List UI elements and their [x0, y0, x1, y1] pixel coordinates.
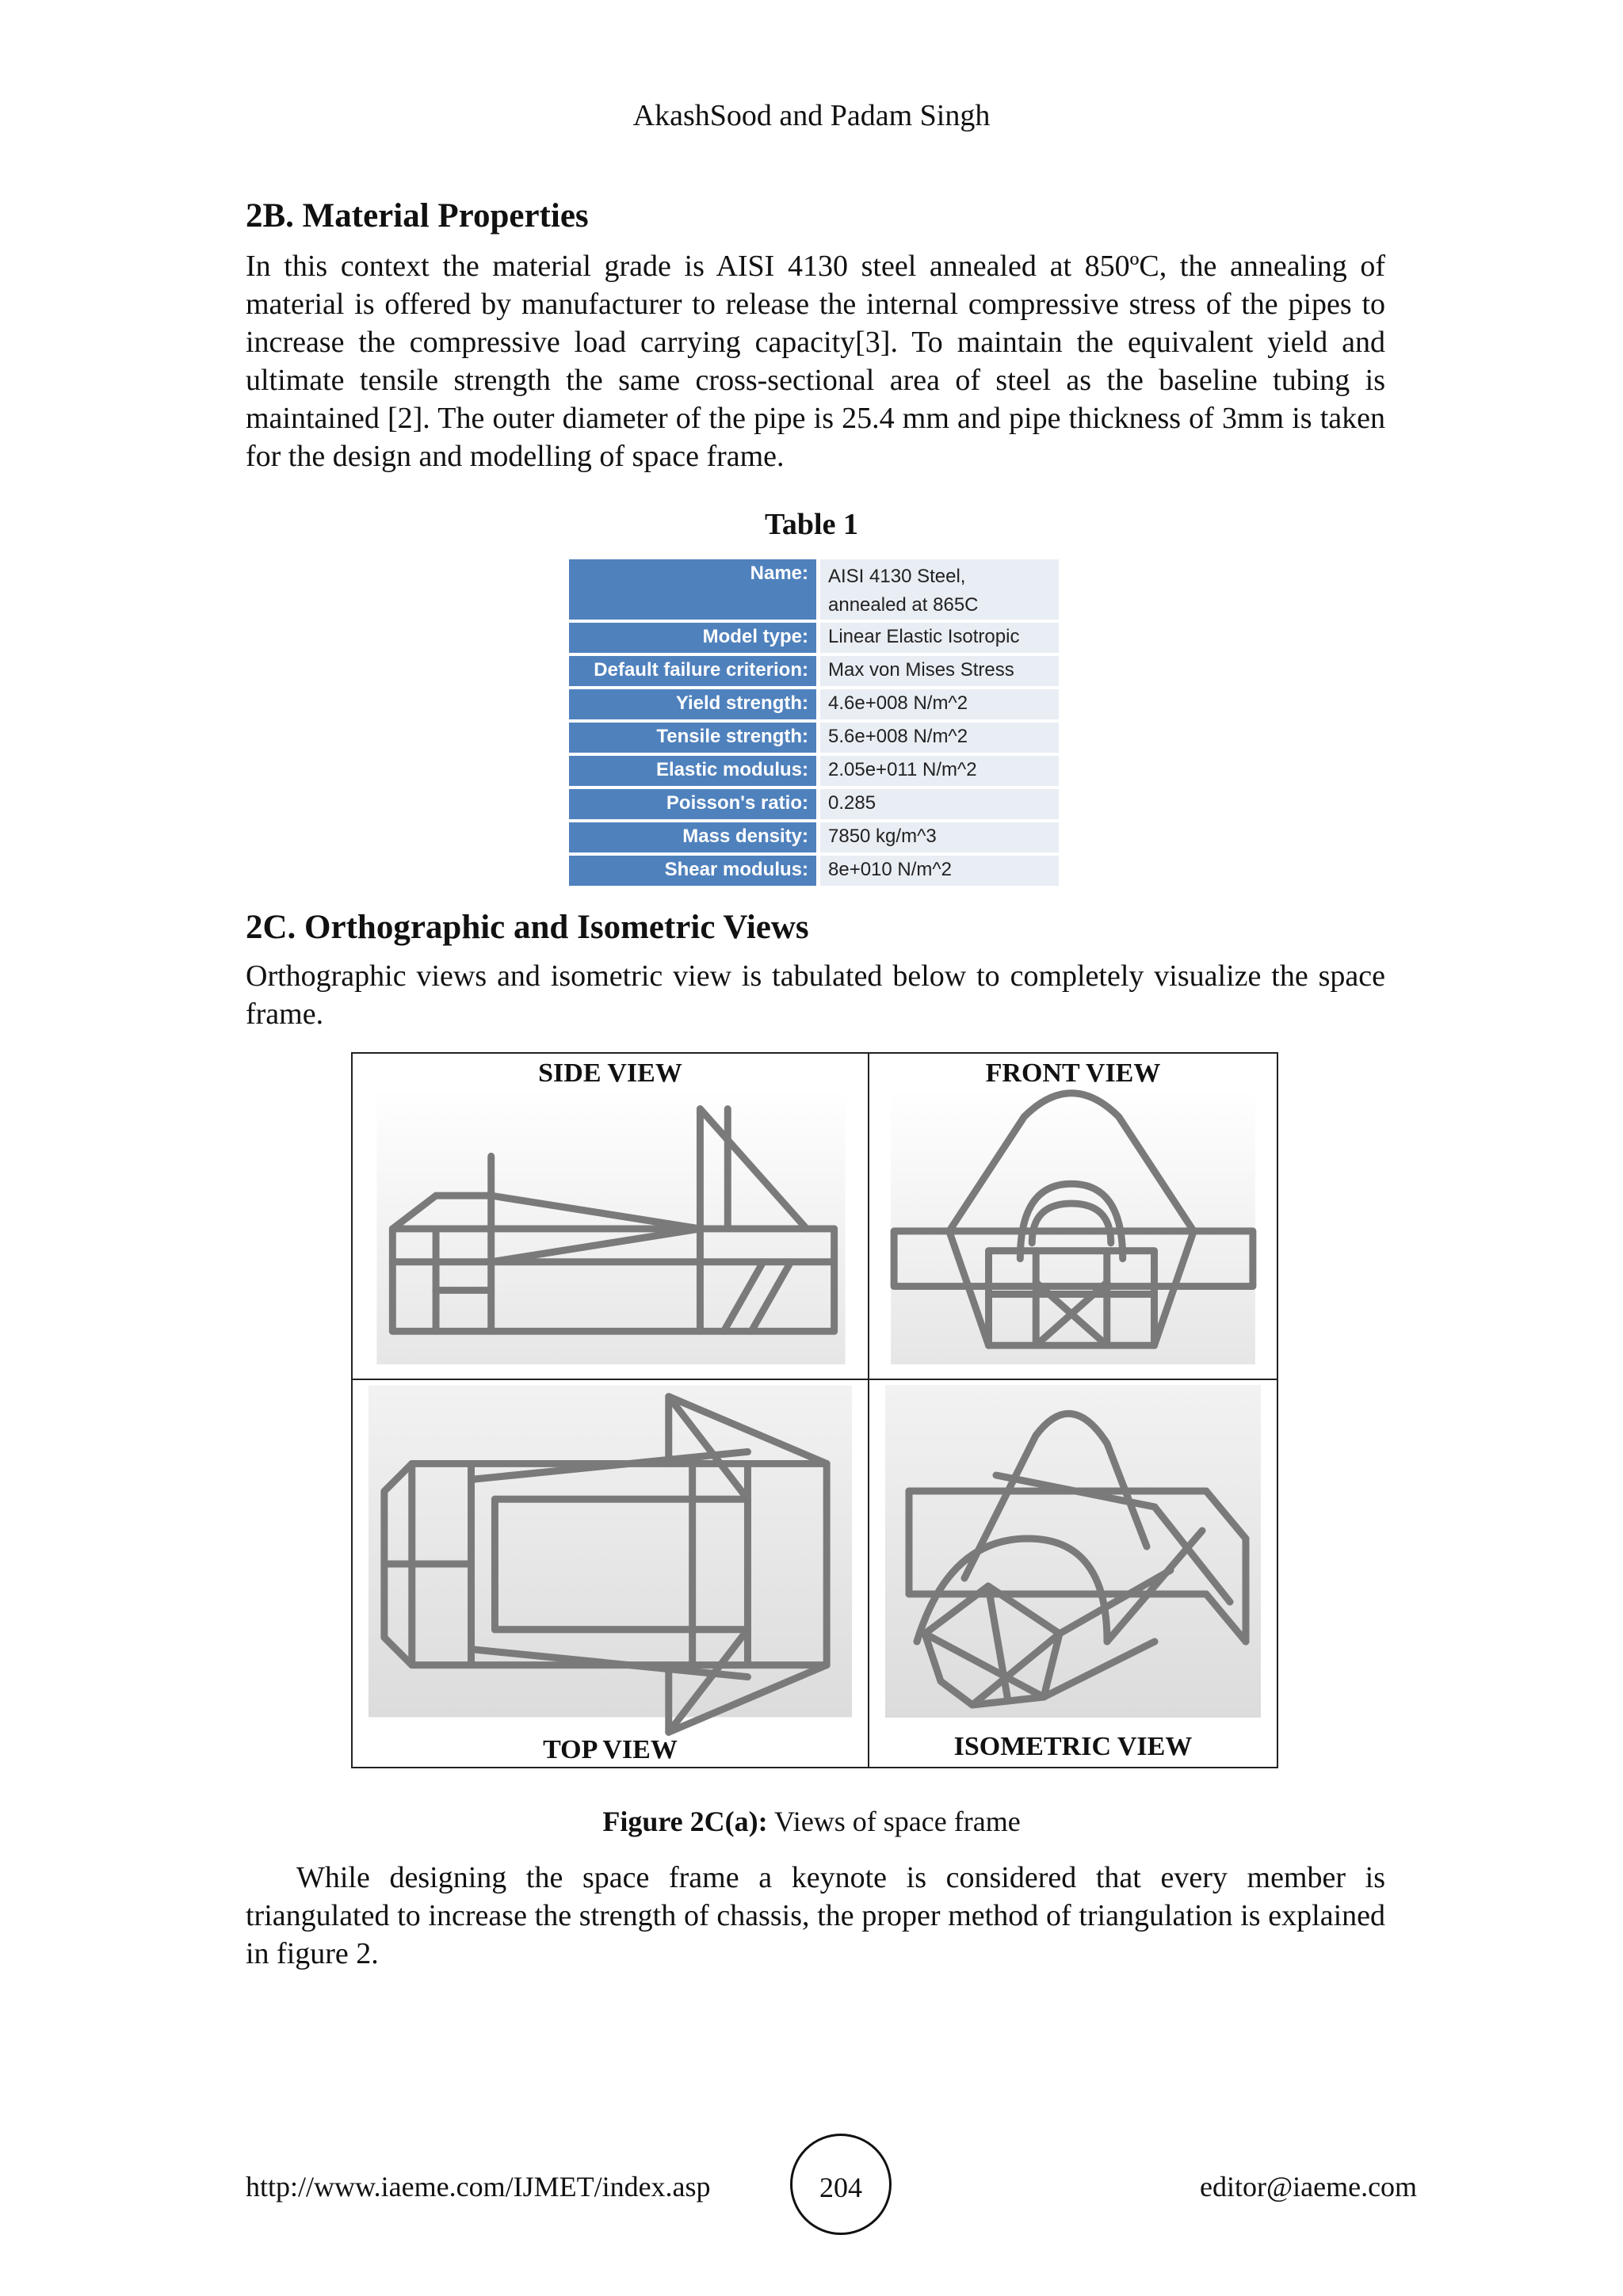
property-key: Elastic modulus: — [569, 756, 820, 789]
isometric-view-drawing — [869, 1380, 1277, 1767]
property-key: Yield strength: — [569, 689, 820, 723]
top-view-panel — [353, 1380, 869, 1767]
page-number: 204 — [790, 2134, 892, 2235]
property-key: Default failure criterion: — [569, 656, 820, 689]
property-key: Name: — [569, 559, 820, 623]
property-value: 5.6e+008 N/m^2 — [820, 723, 1059, 756]
side-view-panel — [353, 1054, 869, 1380]
table-row — [569, 689, 1059, 723]
top-view-drawing — [353, 1380, 868, 1767]
front-view-panel — [869, 1054, 1277, 1380]
section-heading-views: 2C. Orthographic and Isometric Views — [246, 909, 809, 946]
property-key: Mass density: — [569, 822, 820, 856]
figure-caption-label: Figure 2C(a): — [602, 1806, 768, 1837]
table-row — [569, 789, 1059, 822]
isometric-view-panel — [869, 1380, 1277, 1767]
side-view-drawing — [353, 1054, 868, 1379]
property-key: Shear modulus: — [569, 856, 820, 889]
property-value: 2.05e+011 N/m^2 — [820, 756, 1059, 789]
footer-email-link[interactable]: editor@iaeme.com — [1200, 2171, 1418, 2203]
closing-paragraph: While designing the space frame a keynote is considered that every member is triangulated to increase the strength of chassis, the proper method of triangulation is explained in figure 2. — [246, 1861, 1385, 1970]
front-view-label: FRONT VIEW — [985, 1058, 1161, 1088]
table-caption: Table 1 — [765, 508, 858, 541]
space-frame-views-figure — [351, 1052, 1278, 1768]
table-row — [569, 656, 1059, 689]
top-view-label: TOP VIEW — [543, 1735, 678, 1764]
property-value: 4.6e+008 N/m^2 — [820, 689, 1059, 723]
views-paragraph: Orthographic views and isometric view is tabulated below to completely visualize the space frame. — [246, 959, 1385, 1031]
front-view-drawing — [869, 1054, 1277, 1379]
property-key: Tensile strength: — [569, 723, 820, 756]
table-row — [569, 856, 1059, 889]
property-value: 8e+010 N/m^2 — [820, 856, 1059, 889]
property-key: Poisson's ratio: — [569, 789, 820, 822]
side-view-label: SIDE VIEW — [538, 1058, 682, 1088]
property-value: AISI 4130 Steel, annealed at 865C — [820, 559, 1059, 623]
property-value: 7850 kg/m^3 — [820, 822, 1059, 856]
isometric-view-label: ISOMETRIC VIEW — [953, 1732, 1193, 1761]
table-row — [569, 756, 1059, 789]
property-value: Linear Elastic Isotropic — [820, 623, 1059, 656]
material-properties-table — [569, 559, 1059, 889]
table-row — [569, 822, 1059, 856]
table-row — [569, 559, 1059, 623]
property-key: Model type: — [569, 623, 820, 656]
property-value: Max von Mises Stress — [820, 656, 1059, 689]
property-value: 0.285 — [820, 789, 1059, 822]
figure-caption-text: Views of space frame — [767, 1806, 1021, 1837]
running-head: AkashSood and Padam Singh — [632, 99, 991, 132]
section-heading-material-properties: 2B. Material Properties — [246, 197, 589, 235]
figure-caption — [0, 1805, 1623, 1838]
material-properties-paragraph: In this context the material grade is AISI 4130 steel annealed at 850ºC, the annealing of material is offered by manufacturer to release the internal compressive stress of the pipes to increase the compressive load carrying capacity[3]. To maintain the equivalent yield and ultimate tensile strength the same cross-sectional area of steel as the baseline tubing is maintained [2]. The outer diameter of the pipe is 25.4 mm and pipe thickness of 3mm is taken for the design and modelling of space frame. — [246, 250, 1385, 473]
table-row — [569, 723, 1059, 756]
footer-url-link[interactable]: http://www.iaeme.com/IJMET/index.asp — [246, 2171, 711, 2203]
table-row — [569, 623, 1059, 656]
